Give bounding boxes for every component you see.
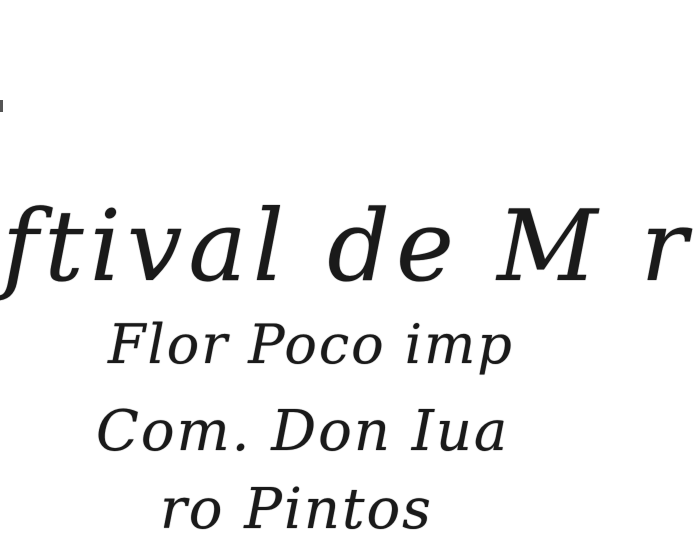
title-heading: ftival de M r <box>2 190 694 304</box>
text-line-1: Flor Poco imp <box>108 313 514 376</box>
text-line-3: ro Pintos <box>160 477 433 542</box>
text-line-2: Com. Don Iua <box>96 399 510 464</box>
ink-speck <box>0 100 3 112</box>
